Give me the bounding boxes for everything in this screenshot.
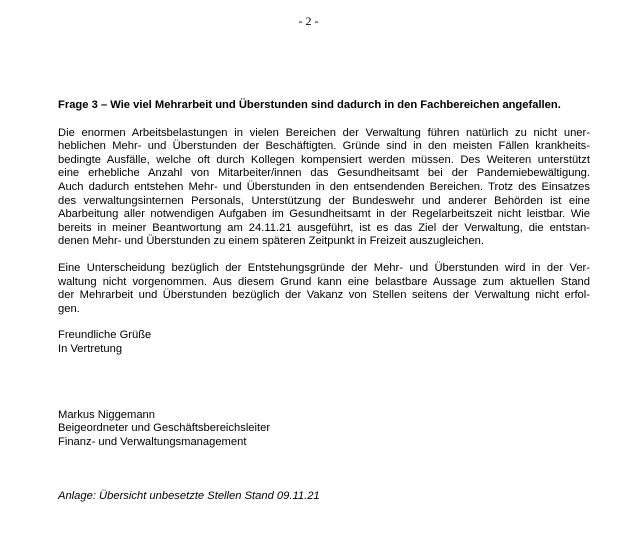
letter-body [58, 99, 590, 504]
answer-paragraph-2 [58, 262, 590, 316]
page-number: - 2 - [298, 14, 319, 28]
paragraph-line: der Mehrarbeit und Überstunden bezüglich der Vakanz von Stellen seitens der Verwaltung nicht erfol- [58, 289, 590, 302]
paragraph-line: des verwaltungsinternen Personals, Unterstützung der Bundeswehr und anderer Behörden ist eine [58, 194, 590, 207]
paragraph-line: Abarbeitung aller notwendigen Aufgaben im Gesundheitsamt in der Regelarbeitszeit nicht leistbar. Wie [58, 208, 590, 221]
paragraph-line: Auch dadurch entstehen Mehr- und Überstunden in den entsendenden Bereichen. Trotz des Einsatzes [58, 180, 590, 193]
paragraph-line: heblichen Mehr- und Überstunden der Beschäftigten. Gründe sind in den meisten Fällen krankheits- [58, 140, 590, 153]
answer-paragraph-1 [58, 127, 590, 249]
closing-block [58, 329, 590, 356]
signatory-title: Beigeordneter und Geschäftsbereichsleiter [58, 422, 271, 435]
paragraph-line: Die enormen Arbeitsbelastungen in vielen Bereichen der Verwaltung führen natürlich zu nicht uner- [58, 126, 590, 139]
signatory-department: Finanz- und Verwaltungsmanagement [58, 435, 247, 448]
paragraph-line: gen. [58, 302, 80, 315]
question-heading: Frage 3 – Wie viel Mehrarbeit und Überstunden sind dadurch in den Fachbereichen angefallen. [58, 99, 561, 111]
closing-proxy: In Vertretung [58, 342, 123, 355]
paragraph-line: bedingte Ausfälle, welche oft durch Kollegen kompensiert werden müssen. Des Weiteren unterstützt [58, 153, 590, 166]
signatory-name: Markus Niggemann [58, 408, 156, 421]
closing-greeting: Freundliche Grüße [58, 329, 152, 342]
paragraph-line: waltung nicht vorgenommen. Aus diesem Grund kann eine belastbare Aussage zum aktuellen Stand [58, 275, 590, 288]
paragraph-line: eine erhebliche Anzahl von Mitarbeiter/innen das Gesundheitsamt bei der Pandemiebewältigung. [58, 167, 590, 180]
signature-block [58, 409, 590, 450]
paragraph-line: Eine Unterscheidung bezüglich der Entstehungsgründe der Mehr- und Überstunden wird in der Ver- [58, 261, 590, 274]
paragraph-line: denen Mehr- und Überstunden zu einem späteren Zeitpunkt in Freizeit auszugleichen. [58, 235, 484, 248]
attachment-note: Anlage: Übersicht unbesetzte Stellen Stand 09.11.21 [58, 490, 320, 503]
paragraph-line: bereits in meiner Beantwortung am 24.11.21 ausgeführt, ist es das Ziel der Verwaltung, die entstan- [58, 221, 590, 234]
